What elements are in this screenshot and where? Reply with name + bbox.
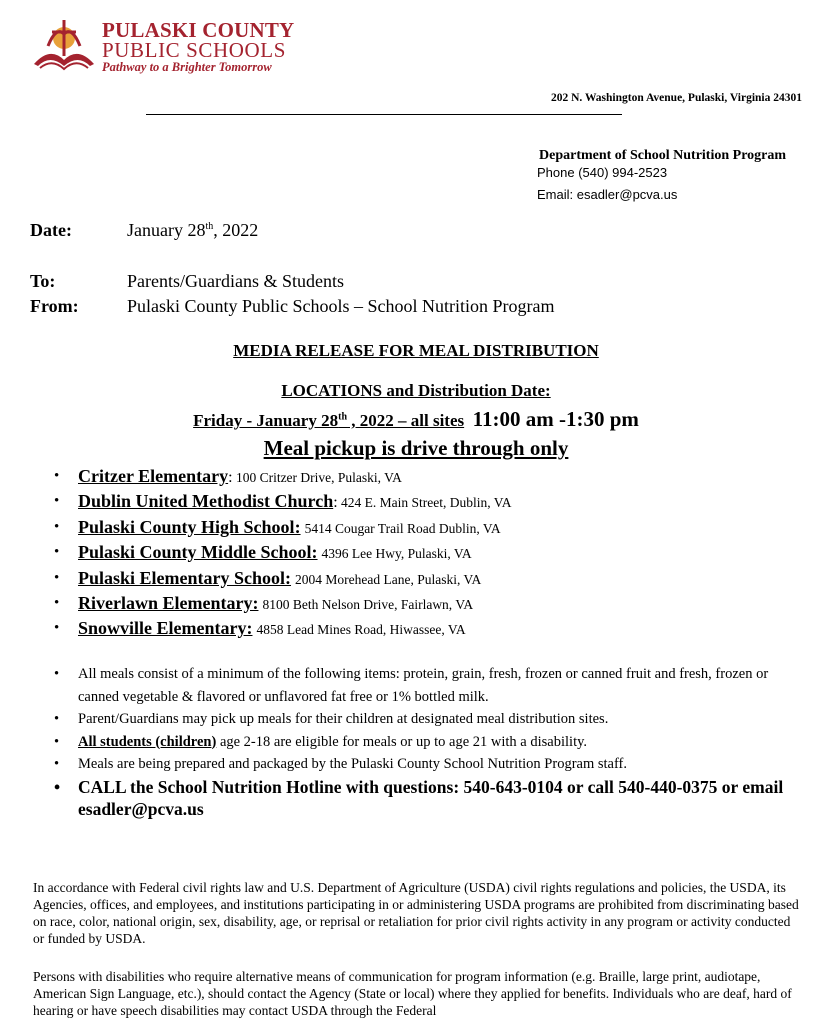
list-item [48, 566, 512, 591]
info-meals: • All meals consist of a minimum of the following items: protein, grain, fresh, frozen or canned fruit and fresh, frozen or canned vegetable & flavored or unflavored fat free or 1% bottled milk. [48, 663, 798, 708]
site-name: Pulaski County Middle School: [78, 542, 318, 563]
site-address: 424 E. Main Street, Dublin, VA [337, 495, 512, 511]
department-email: Email: esadler@pcva.us [537, 187, 678, 202]
site-address: 4858 Lead Mines Road, Hiwassee, VA [256, 622, 466, 638]
list-item [48, 515, 512, 540]
list-item [48, 464, 512, 489]
site-address: 8100 Beth Nelson Drive, Fairlawn, VA [262, 596, 474, 612]
school-emblem-icon [30, 16, 100, 76]
locations-heading: LOCATIONS and Distribution Date: [281, 381, 551, 400]
list-item [48, 591, 512, 616]
site-name: Pulaski Elementary School: [78, 567, 292, 588]
nondiscrimination-paragraph-2: Persons with disabilities who require alternative means of communication for program information (e.g. Braille, large print, audiotape, American Sign Language, etc.), should contact the Agency (State or local) where they applied for benefits. Individuals who are deaf, hard of hearing or have speech disabilities may contact USDA through the Federal [33, 969, 792, 1018]
logo-text [102, 20, 294, 75]
nondiscrimination-paragraph-1: In accordance with Federal civil rights law and U.S. Department of Agriculture (USDA) civil rights regulations and policies, the USDA, its Agencies, offices, and employees, and institutions participating in or administering USDA programs are prohibited from discriminating based on race, color, national origin, sex, disability, age, or reprisal or retaliation for prior civil rights activity in any program or activity conducted or funded by USDA. [33, 880, 799, 946]
school-address: 202 N. Washington Avenue, Pulaski, Virginia 24301 [550, 92, 802, 104]
site-name: Snowville Elementary: [78, 618, 253, 639]
header-divider [146, 114, 622, 115]
info-prepared: • Meals are being prepared and packaged by the Pulaski County School Nutrition Program staff. [48, 753, 798, 776]
media-release-title: MEDIA RELEASE FOR MEAL DISTRIBUTION [233, 341, 599, 360]
to-label: To: [30, 271, 56, 291]
info-parents: • Parent/Guardians may pick up meals for their children at designated meal distribution sites. [48, 708, 798, 731]
distribution-date-year: , 2022 – all sites [347, 411, 465, 430]
info-students-text: age 2-18 are eligible for meals or up to age 21 with a disability. [216, 733, 588, 750]
site-name: Pulaski County High School: [78, 516, 301, 537]
site-address: 100 Critzer Drive, Pulaski, VA [232, 470, 402, 485]
logo-line-1: PULASKI COUNTY [102, 18, 295, 42]
logo-tagline: Pathway to a Brighter Tomorrow [102, 60, 272, 74]
site-name: Critzer Elementary [78, 466, 229, 486]
site-address: 4396 Lee Hwy, Pulaski, VA [321, 546, 472, 562]
school-logo [30, 16, 300, 76]
list-item [48, 540, 512, 565]
site-address: 5414 Cougar Trail Road Dublin, VA [304, 520, 501, 536]
site-address: 2004 Morehead Lane, Pulaski, VA [295, 571, 482, 587]
pickup-note: Meal pickup is drive through only [263, 436, 569, 460]
site-name: Riverlawn Elementary: [78, 592, 259, 613]
department-phone: Phone (540) 994-2523 [537, 165, 668, 180]
site-separator: : [228, 469, 233, 486]
info-students [48, 731, 798, 754]
date-label: Date: [30, 220, 72, 240]
memo-to: Parents/Guardians & Students [127, 271, 344, 291]
info-list [48, 663, 798, 820]
distribution-date-day: Friday - January 28 [193, 411, 339, 430]
distribution-date [0, 407, 832, 432]
logo-line-2: PUBLIC SCHOOLS [102, 38, 287, 62]
site-name: Dublin United Methodist Church [78, 491, 334, 512]
department-name: Department of School Nutrition Program [539, 148, 787, 163]
site-separator: : [333, 494, 338, 512]
from-label: From: [30, 296, 79, 316]
memo-date-year: , 2022 [213, 220, 259, 240]
site-list [48, 464, 512, 642]
memo-from: Pulaski County Public Schools – School Nutrition Program [127, 296, 555, 316]
info-students-emphasis: All students (children) [78, 733, 217, 750]
list-item [48, 489, 512, 514]
distribution-time: 11:00 am -1:30 pm [472, 407, 639, 431]
hotline-notice: • CALL the School Nutrition Hotline with questions: 540-643-0104 or call 540-440-0375 or email esadler@pcva.us [48, 776, 798, 820]
memo-date-suffix: th [205, 221, 214, 232]
list-item [48, 616, 512, 641]
memo-date-month: January 28 [127, 220, 206, 240]
distribution-date-suffix: th [338, 411, 348, 423]
memo-date [127, 220, 258, 241]
